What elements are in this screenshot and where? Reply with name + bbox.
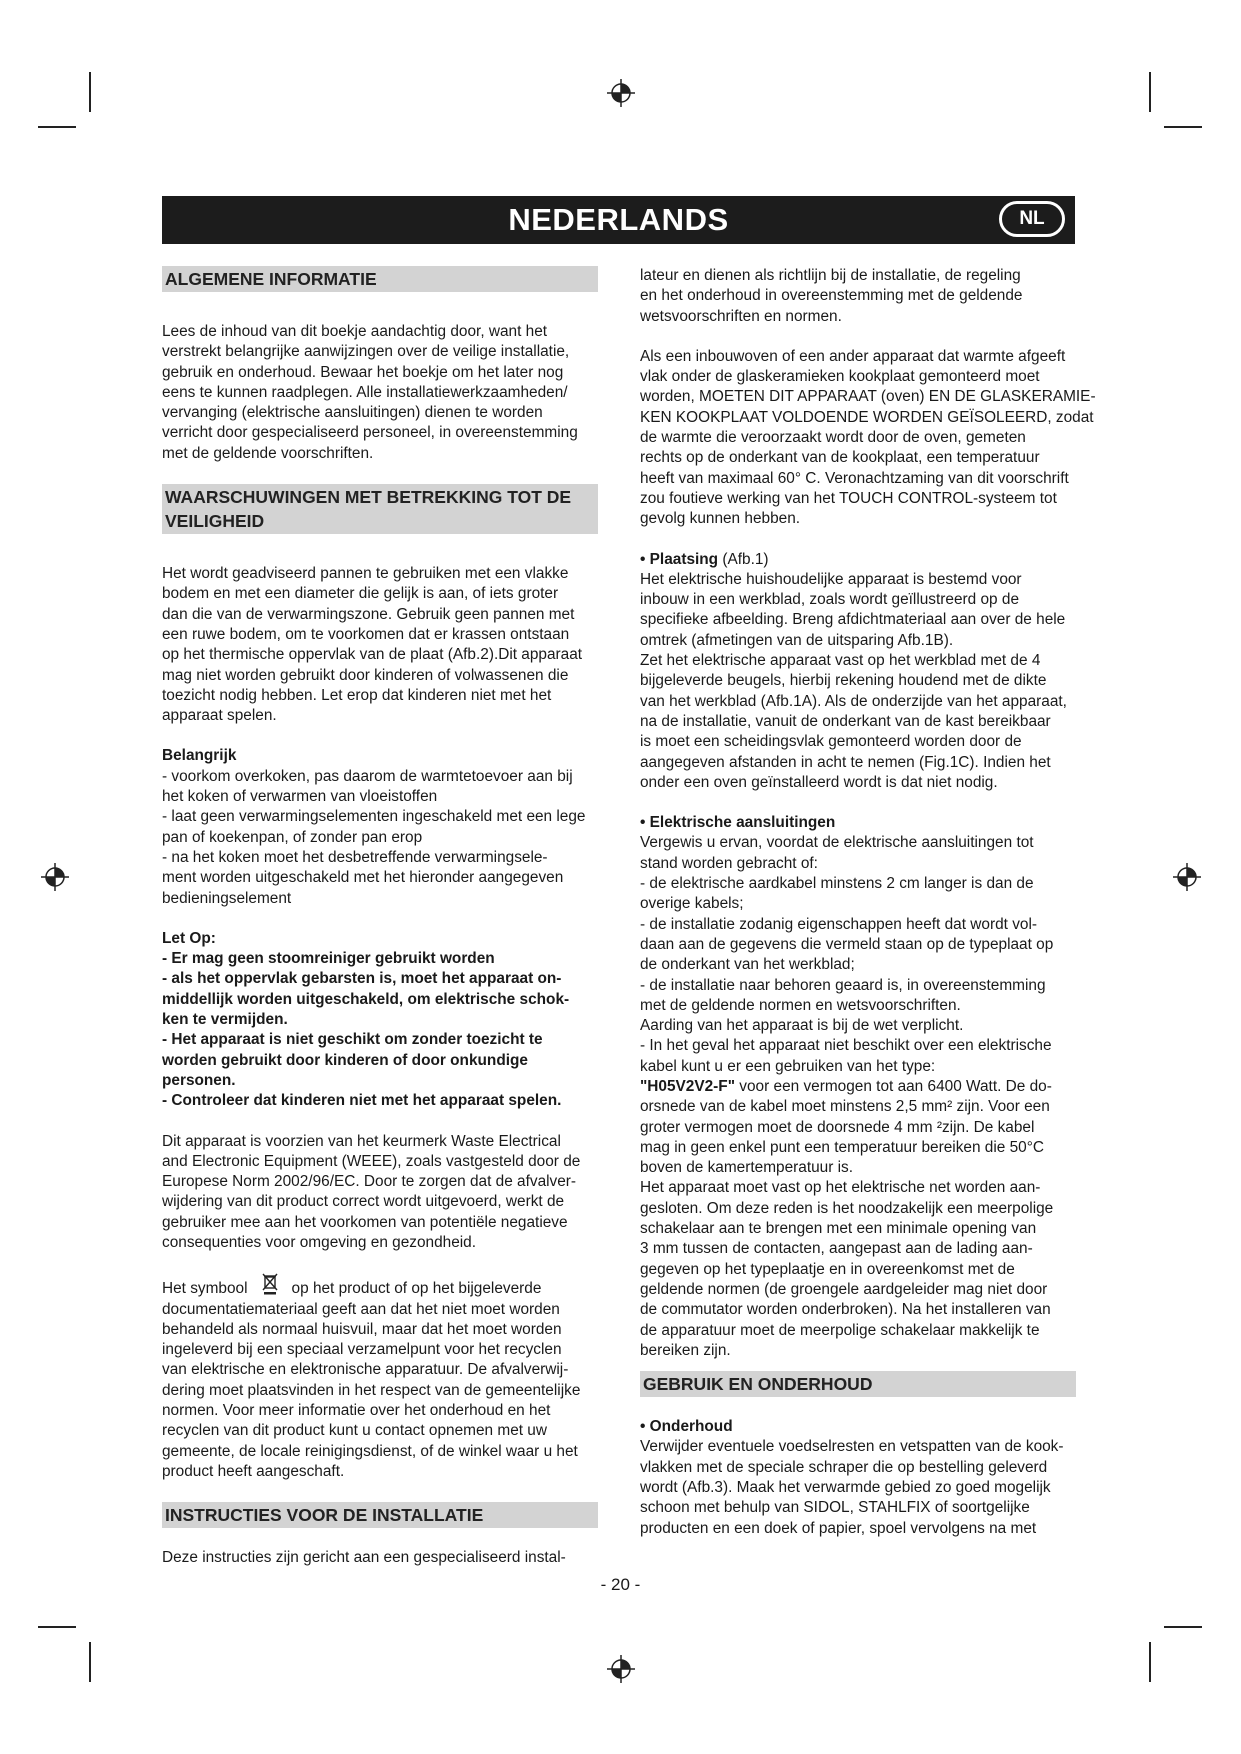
text-line: de warmte die veroorzaakt wordt door de oven, gemeten xyxy=(640,429,1026,447)
text-fragment: • Plaatsing xyxy=(640,550,719,568)
text-line: Het apparaat moet vast op het elektrische net worden aan- xyxy=(640,1179,1041,1197)
text-line: onder een oven geïnstalleerd wordt is dat niet nodig. xyxy=(640,773,998,791)
text-line: KEN KOOKPLAAT VOLDOENDE WORDEN GEÏSOLEERD, zodat xyxy=(640,408,1094,426)
text-line: 3 mm tussen de contacten, aangepast aan de lading aan- xyxy=(640,1240,1033,1258)
text-line: het koken of verwarmen van vloeistoffen xyxy=(162,788,438,806)
text-line: daan aan de gegevens die vermeld staan op de typeplaat op xyxy=(640,935,1054,953)
crossed-bin-icon xyxy=(262,1273,278,1295)
text-line: worden gebruikt door kinderen of door onkundige xyxy=(162,1051,528,1069)
text-line: omtrek (afmetingen van de uitsparing Afb.1B). xyxy=(640,631,954,649)
letop-title: Let Op: xyxy=(162,929,216,947)
text-line: - voorkom overkoken, pas daarom de warmtetoevoer aan bij xyxy=(162,767,573,785)
maintenance-paragraph xyxy=(640,1437,1102,1538)
crop-mark xyxy=(1149,1642,1151,1682)
text-line xyxy=(162,1273,624,1299)
text-line: - Controleer dat kinderen niet met het apparaat spelen. xyxy=(162,1092,562,1110)
text-line: vervanging (elektrische aansluitingen) dienen te worden xyxy=(162,404,543,422)
electric-paragraph xyxy=(640,833,1102,1361)
placement-title xyxy=(640,550,1102,570)
section-heading-installation: INSTRUCTIES VOOR DE INSTALLATIE xyxy=(162,1502,598,1528)
text-line: Deze instructies zijn gericht aan een gespecialiseerd instal- xyxy=(162,1549,566,1567)
text-line: personen. xyxy=(162,1071,236,1089)
maintenance-title: • Onderhoud xyxy=(640,1418,733,1436)
text-line: gegeven op het typeplaatje en in overeenkomst met de xyxy=(640,1260,1015,1278)
text-line: dan die van de verwarmingszone. Gebruik geen pannen met xyxy=(162,605,575,623)
text-line: rechts op de onderkant van de kookplaat, een temperatuur xyxy=(640,449,1040,467)
text-line: verricht door gespecialiseerd personeel, in overeenstemming xyxy=(162,424,578,442)
text-fragment: (Afb.1) xyxy=(718,550,769,568)
text-line: consequenties voor omgeving en gezondheid. xyxy=(162,1233,477,1251)
text-fragment: voor een vermogen tot aan 6400 Watt. De do- xyxy=(735,1077,1052,1095)
text-line: de onderkant van het werkblad; xyxy=(640,956,855,974)
text-line: Verwijder eventuele voedselresten en vetspatten van de kook- xyxy=(640,1438,1064,1456)
section-heading-use-maintenance: GEBRUIK EN ONDERHOUD xyxy=(640,1371,1076,1397)
registration-mark-icon xyxy=(606,78,636,108)
text-line: stand worden gebracht of: xyxy=(640,854,818,872)
crop-mark xyxy=(38,1626,76,1628)
general-info-paragraph xyxy=(162,322,624,464)
text-fragment: Het symbool xyxy=(162,1280,248,1298)
registration-mark-icon xyxy=(1172,862,1202,892)
section-heading-general: ALGEMENE INFORMATIE xyxy=(162,266,598,292)
text-line: behandeld als normaal huisvuil, maar dat het moet worden xyxy=(162,1320,562,1338)
text-line: - na het koken moet het desbetreffende verwarmingsele- xyxy=(162,848,548,866)
heading-line: VEILIGHEID xyxy=(165,511,265,532)
text-line: boven de kamertemperatuur is. xyxy=(640,1159,854,1177)
electric-title: • Elektrische aansluitingen xyxy=(640,814,836,832)
text-line: orsnede van de kabel moet minstens 2,5 mm² zijn. Voor een xyxy=(640,1098,1050,1116)
important-title: Belangrijk xyxy=(162,747,237,765)
text-line: mag niet worden gebruikt door kinderen of volwassenen die xyxy=(162,666,569,684)
text-line: Het wordt geadviseerd pannen te gebruiken met een vlakke xyxy=(162,565,569,583)
text-line: - de installatie zodanig eigenschappen heeft dat wordt vol- xyxy=(640,915,1037,933)
text-line: schakelaar aan te brengen met een minimale opening van xyxy=(640,1220,1037,1238)
text-line: een ruwe bodem, om te voorkomen dat er krassen ontstaan xyxy=(162,625,570,643)
text-line: Aarding van het apparaat is bij de wet verplicht. xyxy=(640,1017,964,1035)
important-list xyxy=(162,767,624,909)
text-line: schoon met behulp van SIDOL, STAHLFIX of soortgelijke xyxy=(640,1499,1030,1517)
install-intro-paragraph xyxy=(640,266,1102,327)
text-line: na de installatie, vanuit de onderkant van de kast bereikbaar xyxy=(640,712,1051,730)
text-line: groter vermogen moet de doorsnede 4 mm ²zijn. De kabel xyxy=(640,1118,1035,1136)
text-line: - de installatie naar behoren geaard is, in overeenstemming xyxy=(640,976,1046,994)
text-line: zou foutieve werking van het TOUCH CONTROL-systeem tot xyxy=(640,489,1057,507)
page-title: NEDERLANDS xyxy=(508,202,729,237)
text-line: and Electronic Equipment (WEEE), zoals vastgesteld door de xyxy=(162,1152,581,1170)
crop-mark xyxy=(1164,1626,1202,1628)
crop-mark xyxy=(38,126,76,128)
text-line: van het werkblad (Afb.1A). Als de onderzijde van het apparaat, xyxy=(640,692,1067,710)
text-line: producten en een doek of papier, spoel vervolgens na met xyxy=(640,1519,1037,1537)
text-line: wetsvoorschriften en normen. xyxy=(640,307,842,325)
crop-mark xyxy=(1149,72,1151,112)
language-badge: NL xyxy=(999,201,1065,237)
text-line: en het onderhoud in overeenstemming met de geldende xyxy=(640,287,1023,305)
text-line: toezicht nodig hebben. Let erop dat kinderen niet met het xyxy=(162,686,552,704)
text-line: - Het apparaat is niet geschikt om zonder toezicht te xyxy=(162,1031,543,1049)
text-line: vlak onder de glaskeramieken kookplaat gemonteerd moet xyxy=(640,368,1040,386)
text-line: dering moet plaatsvinden in het respect van de gemeentelijke xyxy=(162,1381,581,1399)
cable-type: "H05V2V2-F" xyxy=(640,1077,736,1095)
symbol-paragraph xyxy=(162,1273,624,1482)
text-line: Zet het elektrische apparaat vast op het werkblad met de 4 xyxy=(640,652,1041,670)
text-line: - als het oppervlak gebarsten is, moet het apparaat on- xyxy=(162,970,562,988)
text-line: kabel kunt u er een gebruiken van het type: xyxy=(640,1057,936,1075)
section-heading-safety xyxy=(162,484,598,534)
registration-mark-icon xyxy=(40,862,70,892)
text-line: geldende normen (de groengele aardgeleider mag niet door xyxy=(640,1280,1048,1298)
text-line: wijdering van dit product correct wordt uitgevoerd, werkt de xyxy=(162,1193,565,1211)
text-line: bodem en met een diameter die gelijk is aan, of iets groter xyxy=(162,585,559,603)
text-line: met de geldende voorschriften. xyxy=(162,444,374,462)
text-line: middellijk worden uitgeschakeld, om elektrische schok- xyxy=(162,990,570,1008)
text-line: bedieningselement xyxy=(162,889,292,907)
text-line: ingeleverd bij een speciaal verzamelpunt voor het recyclen xyxy=(162,1341,562,1359)
text-line: vlakken met de speciale schraper die op bestelling geleverd xyxy=(640,1458,1048,1476)
crop-mark xyxy=(1164,126,1202,128)
registration-mark-icon xyxy=(606,1654,636,1684)
text-line: wordt (Afb.3). Maak het verwarmde gebied zo goed mogelijk xyxy=(640,1479,1051,1497)
text-line: heeft van maximaal 60° C. Veronachtzaming van dit voorschrift xyxy=(640,469,1069,487)
text-line: documentatiemateriaal geeft aan dat het niet moet worden xyxy=(162,1300,560,1318)
text-line: - laat geen verwarmingselementen ingeschakeld met een lege xyxy=(162,808,586,826)
text-line: inbouw in een werkblad, zoals wordt geïllustreerd op de xyxy=(640,591,1020,609)
crop-mark xyxy=(89,1642,91,1682)
text-line: apparaat spelen. xyxy=(162,707,277,725)
text-line: aangegeven afstanden in acht te nemen (Fig.1C). Indien het xyxy=(640,753,1051,771)
oven-paragraph xyxy=(640,347,1102,530)
text-line: product heeft aangeschaft. xyxy=(162,1462,345,1480)
text-line xyxy=(640,1077,1102,1097)
safety-paragraph xyxy=(162,564,624,726)
text-line: - Er mag geen stoomreiniger gebruikt worden xyxy=(162,950,495,968)
language-header-bar xyxy=(162,196,1075,244)
weee-paragraph xyxy=(162,1132,624,1254)
text-line: lateur en dienen als richtlijn bij de installatie, de regeling xyxy=(640,267,1021,284)
text-line: gemeente, de locale reinigingsdienst, of de winkel waar u het xyxy=(162,1442,578,1460)
text-line: met de geldende normen en wetsvoorschriften. xyxy=(640,996,961,1014)
text-line: de apparatuur moet de meerpolige schakelaar makkelijk te xyxy=(640,1321,1040,1339)
text-line: Europese Norm 2002/96/EC. Door te zorgen dat de afvalver- xyxy=(162,1173,577,1191)
text-line: recyclen van dit product kunt u contact opnemen met uw xyxy=(162,1422,547,1440)
text-line: van elektrische en elektronische apparatuur. De afvalverwij- xyxy=(162,1361,569,1379)
text-line: bereiken zijn. xyxy=(640,1341,731,1359)
placement-paragraph xyxy=(640,570,1102,793)
text-line: de commutator worden onderbroken). Na het installeren van xyxy=(640,1301,1051,1319)
crop-mark xyxy=(89,72,91,112)
text-fragment: op het product of op het bijgeleverde xyxy=(291,1280,542,1298)
text-line: normen. Voor meer informatie over het onderhoud en het xyxy=(162,1402,551,1420)
letop-list xyxy=(162,949,624,1111)
text-line: Dit apparaat is voorzien van het keurmerk Waste Electrical xyxy=(162,1132,561,1150)
text-line: gevolg kunnen hebben. xyxy=(640,510,801,528)
text-line: worden, MOETEN DIT APPARAAT (oven) EN DE GLASKERAMIE- xyxy=(640,388,1096,406)
text-line: - In het geval het apparaat niet beschikt over een elektrische xyxy=(640,1037,1052,1055)
text-line: Vergewis u ervan, voordat de elektrische aansluitingen tot xyxy=(640,834,1034,852)
page-number: - 20 - xyxy=(600,1575,641,1594)
text-line: pan of koekenpan, of zonder pan erop xyxy=(162,828,423,846)
right-column xyxy=(640,266,1102,1539)
text-line: is moet een scheidingsvlak gemonteerd worden door de xyxy=(640,733,1022,751)
text-line: - de elektrische aardkabel minstens 2 cm langer is dan de xyxy=(640,875,1034,893)
text-line: verstrekt belangrijke aanwijzingen over de veilige installatie, xyxy=(162,343,570,361)
text-line: eens te kunnen raadplegen. Alle installatiewerkzaamheden/ xyxy=(162,383,568,401)
text-line: gebruiker mee aan het voorkomen van potentiële negatieve xyxy=(162,1213,568,1231)
text-line: bijgeleverde beugels, hierbij rekening houdend met de dikte xyxy=(640,672,1047,690)
heading-line: WAARSCHUWINGEN MET BETREKKING TOT DE xyxy=(165,487,572,508)
text-line: Het elektrische huishoudelijke apparaat is bestemd voor xyxy=(640,570,1022,588)
text-line: specifieke afbeelding. Breng afdichtmateriaal aan over de hele xyxy=(640,611,1066,629)
text-line: Lees de inhoud van dit boekje aandachtig door, want het xyxy=(162,323,548,340)
text-line: op het thermische oppervlak van de plaat (Afb.2).Dit apparaat xyxy=(162,646,583,664)
text-line: mag in geen enkel punt een temperatuur bereiken die 50°C xyxy=(640,1138,1045,1156)
text-line: gebruik en onderhoud. Bewaar het boekje om het later nog xyxy=(162,363,564,381)
text-line: Als een inbouwoven of een ander apparaat dat warmte afgeeft xyxy=(640,347,1066,365)
text-line: ken te vermijden. xyxy=(162,1011,288,1029)
text-line: overige kabels; xyxy=(640,895,744,913)
text-line: gesloten. Om deze reden is het noodzakelijk een meerpolige xyxy=(640,1199,1054,1217)
text-line: ment worden uitgeschakeld met het hieronder aangegeven xyxy=(162,869,564,887)
left-column xyxy=(162,266,624,1569)
